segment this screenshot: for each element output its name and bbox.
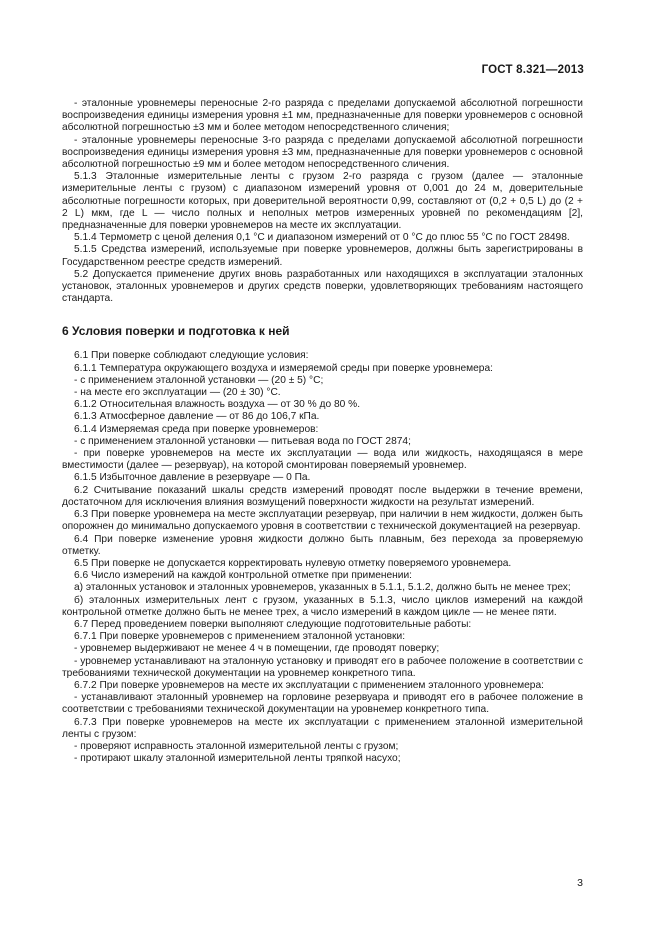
paragraph: 6.1.1 Температура окружающего воздуха и измеряемой среды при поверке уровнемера: [74, 362, 493, 374]
list-item: - устанавливают эталонный уровнемер на горловине резервуара и приводят его в рабочее положение в соответствии с требованиями технической документации на уровнемер конкретного типа. [62, 692, 583, 716]
list-item: - при поверке уровнемеров на месте их эксплуатации — вода или жидкость, находящаяся в мере вместимости (далее — резервуар), на которой смонтирован поверяемый уровнемер. [62, 448, 583, 472]
paragraph: 6.3 При поверке уровнемера на месте эксплуатации резервуар, при наличии в нем жидкости, должен быть опорожнен до минимально допускаемого уровня в соответствии с технической документацией на резервуар. [62, 509, 583, 533]
paragraph: 6.7 Перед проведением поверки выполняют следующие подготовительные работы: [74, 618, 472, 630]
paragraph: 6.4 При поверке изменение уровня жидкости должно быть плавным, без перехода за проверяемую отметку. [62, 533, 583, 557]
paragraph: 6.5 При поверке не допускается корректировать нулевую отметку поверяемого уровнемера. [74, 557, 512, 569]
list-item: - на месте его эксплуатации — (20 ± 30) °С. [74, 387, 281, 399]
paragraph: 6.7.2 При поверке уровнемеров на месте их эксплуатации с применением эталонного уровнемера: [74, 679, 544, 691]
list-item: - протирают шкалу эталонной измерительной ленты тряпкой насухо; [74, 753, 401, 765]
paragraph: 6.6 Число измерений на каждой контрольной отметке при применении: [74, 570, 412, 582]
paragraph: 6.2 Считывание показаний шкалы средств измерений проводят после выдержки в течение времени, достаточном для исключения влияния возмущений поверхности жидкости на результат измерений. [62, 484, 583, 508]
paragraph: - эталонные уровнемеры переносные 2-го разряда с пределами допускаемой абсолютной погрешности воспроизведения единицы измерения уровня ±1 мм, предназначенные для поверки уровнемеров с основной абсолютной погрешностью ±3 мм и более методом непосредственного сличения; [62, 98, 583, 134]
list-item: б) эталонных измерительных лент с грузом, указанных в 5.1.3, число циклов измерений на каждой контрольной отметке должно быть не менее трех, а число измерений в каждом цикле — не менее пяти. [62, 594, 583, 618]
paragraph: - эталонные уровнемеры переносные 3-го разряда с пределами допускаемой абсолютной погрешности воспроизведения единицы измерения уровня ±3 мм, предназначенные для поверки уровнемеров с основной абсолютной погрешностью ±9 мм и более методом непосредственного сличения. [62, 134, 583, 171]
list-item: а) эталонных установок и эталонных уровнемеров, указанных в 5.1.1, 5.1.2, должно быть не менее трех; [74, 582, 571, 594]
list-item: - уровнемер выдерживают не менее 4 ч в помещении, где проводят поверку; [74, 643, 440, 655]
paragraph: 5.1.4 Термометр с ценой деления 0,1 °С и диапазоном измерений от 0 °С до плюс 55 °С по ГОСТ 28498. [74, 232, 570, 244]
paragraph: 6.1.3 Атмосферное давление — от 86 до 106,7 кПа. [74, 411, 320, 423]
paragraph: 6.1.4 Измеряемая среда при поверке уровнемеров: [74, 423, 319, 435]
document-header: ГОСТ 8.321—2013 [481, 64, 584, 76]
list-item: - с применением эталонной установки — (20 ± 5) °С; [74, 374, 324, 386]
paragraph: 5.1.5 Средства измерений, используемые при поверке уровнемеров, должны быть зарегистрированы в Государственном реестре средств измерений. [62, 244, 583, 268]
paragraph: 5.1.3 Эталонные измерительные ленты с грузом 2-го разряда с грузом (далее — эталонные измерительные ленты с грузом) с диапазоном измерений уровня от 0,001 до 24 м, доверительные абсолютные погрешности которых, при доверительной вероятности 0,99, составляют от (0,2 + 0,5 L) до (2 + 2 L) мкм, где L — число полных и неполных метров измеренных уровней по рекомендациям [2], предназначенные для поверки уровнемеров на месте их эксплуатации. [62, 171, 583, 232]
page-number: 3 [577, 877, 583, 889]
paragraph: 6.1.2 Относительная влажность воздуха — от 30 % до 80 %. [74, 399, 361, 411]
paragraph: 6.7.3 При поверке уровнемеров на месте их эксплуатации с применением эталонной измерительной ленты с грузом: [62, 716, 583, 740]
paragraph: 6.7.1 При поверке уровнемеров с применением эталонной установки: [74, 631, 406, 643]
document-body [62, 98, 583, 765]
list-item: - проверяют исправность эталонной измерительной ленты с грузом; [74, 740, 399, 752]
list-item: - уровнемер устанавливают на эталонную установку и приводят его в рабочее положение в соответствии с требованиями технической документации на уровнемер конкретного типа. [62, 655, 583, 679]
list-item: - с применением эталонной установки — питьевая вода по ГОСТ 2874; [74, 435, 411, 447]
section-heading: 6 Условия поверки и подготовка к ней [62, 324, 290, 339]
paragraph: 6.1.5 Избыточное давление в резервуаре — 0 Па. [74, 472, 311, 484]
paragraph: 6.1 При поверке соблюдают следующие условия: [74, 350, 309, 362]
paragraph: 5.2 Допускается применение других вновь разработанных или находящихся в эксплуатации эталонных установок, эталонных уровнемеров и других средств поверки, удовлетворяющих требованиям настоящего стандарта. [62, 268, 583, 305]
